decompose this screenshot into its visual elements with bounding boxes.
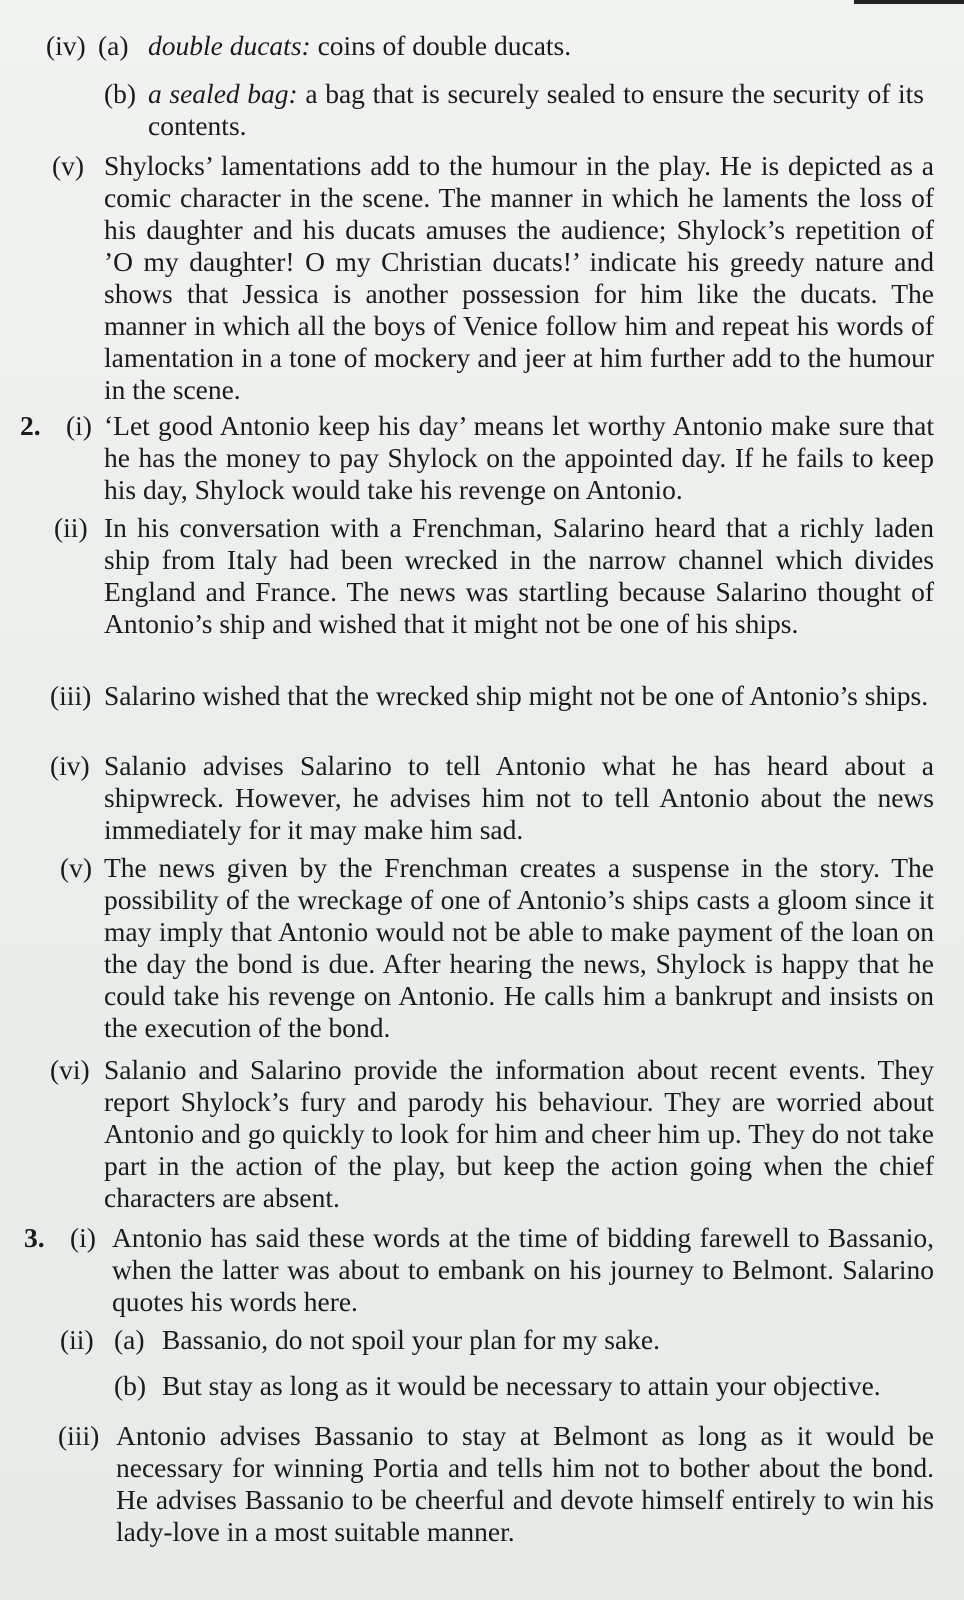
item-label: (iv) [46,30,86,61]
item-label: (iii) [58,1420,100,1451]
answer-item [0,1324,934,1356]
answer-item [0,512,934,640]
question-number: 3. [24,1222,45,1253]
item-text: Salarino wished that the wrecked ship might not be one of Antonio’s ships. [104,680,929,711]
answer-item [0,150,934,406]
item-label: (iii) [50,680,92,711]
item-text: In his conversation with a Frenchman, Salarino heard that a richly laden ship from Italy had been wrecked in the narrow channel which divides England and France. The news was startling because Salarino thought of Antonio’s ship and wished that it might not be one of his ships. [104,512,934,639]
item-text: a sealed bag: a bag that is securely sealed to ensure the security of its contents. [148,78,925,141]
item-label: (v) [60,852,93,883]
sub-label: (b) [114,1370,147,1401]
item-label: (v) [52,150,85,181]
item-text: Antonio advises Bassanio to stay at Belmont as long as it would be necessary for winning Portia and tells him not to bother about the bond. He advises Bassanio to be cheerful and devote himself entirely to win his lady-love in a most suitable manner. [116,1420,934,1547]
item-text: Bassanio, do not spoil your plan for my sake. [162,1324,660,1355]
sub-label: (b) [104,78,137,109]
term: double ducats: [148,30,311,61]
answer-item [0,680,934,712]
item-label: (vi) [50,1054,90,1085]
item-text: Shylocks’ lamentations add to the humour in the play. He is depicted as a comic character in the scene. The manner in which he laments the loss of his daughter and his ducats amuses the audience; Shylock’s repetition of ’O my daughter! O my Christian ducats!’ indicate his greedy nature and shows that Jessica is another possession for him like the ducats. The manner in which all the boys of Venice follow him and repeat his words of lamentation in a tone of mockery and jeer at him further add to the humour in the scene. [104,150,934,405]
answer-item [0,1370,934,1402]
answer-item [0,1222,934,1318]
page-edge-line [854,0,964,4]
item-text: ‘Let good Antonio keep his day’ means let worthy Antonio make sure that he has the money to pay Shylock on the appointed day. If he fails to keep his day, Shylock would take his revenge on Antonio. [104,410,934,505]
item-label: (ii) [60,1324,94,1355]
answer-item [0,78,934,142]
question-number: 2. [20,410,41,441]
item-text: Salanio and Salarino provide the information about recent events. They report Shylock’s fury and parody his behaviour. They are worried about Antonio and go quickly to look for him and cheer him up. They do not take part in the action of the play, but keep the action going when the chief characters are absent. [104,1054,934,1213]
item-text: Salanio advises Salarino to tell Antonio what he has heard about a shipwreck. However, he advises him not to tell Antonio about the news immediately for it may make him sad. [104,750,934,845]
item-text: Antonio has said these words at the time of bidding farewell to Bassanio, when the latter was about to embank on his journey to Belmont. Salarino quotes his words here. [112,1222,934,1317]
item-label: (iv) [50,750,90,781]
item-text: The news given by the Frenchman creates a suspense in the story. The possibility of the wreckage of one of Antonio’s ships casts a gloom since it may imply that Antonio would not be able to make payment of the loan on the day the bond is due. After hearing the news, Shylock is happy that he could take his revenge on Antonio. He calls him a bankrupt and insists on the execution of the bond. [104,852,934,1043]
item-label: (i) [66,410,92,441]
answer-item [0,30,934,62]
term: a sealed bag: [148,78,298,109]
sub-label: (a) [98,30,129,61]
answer-item [0,750,934,846]
item-label: (ii) [54,512,88,543]
answer-item [0,1054,934,1214]
item-text: But stay as long as it would be necessary to attain your objective. [162,1370,881,1401]
item-label: (i) [70,1222,96,1253]
answer-item [0,1420,934,1548]
item-text: double ducats: coins of double ducats. [148,30,572,61]
sub-label: (a) [114,1324,145,1355]
answer-item [0,410,934,506]
answer-item [0,852,934,1044]
